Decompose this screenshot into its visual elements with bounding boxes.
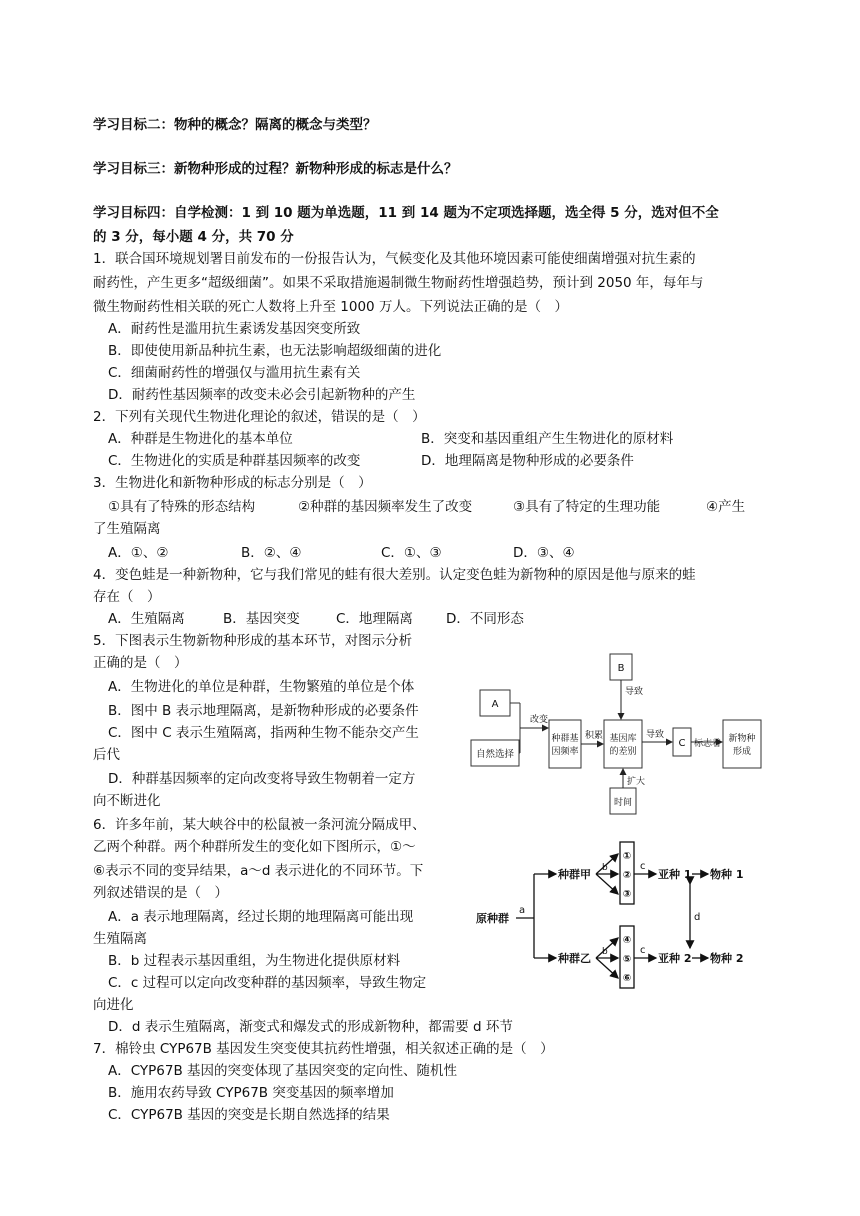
learning-goal-2: 学习目标二：物种的概念？隔离的概念与类型？ [93, 117, 377, 133]
q6-stem-line1: 6．许多年前，某大峡谷中的松鼠被一条河流分隔成甲、 [93, 817, 426, 833]
q3-option-b: B．②、④ [241, 545, 302, 561]
q3-option-a: A．①、② [108, 545, 169, 561]
label-change: 改变 [530, 715, 549, 725]
q4-option-b: B．基因突变 [223, 611, 300, 627]
q1-option-c: C．细菌耐药性的增强仅与滥用抗生素有关 [108, 365, 361, 381]
q2-option-a: A．种群是生物进化的基本单位 [108, 431, 293, 447]
label-d: d [694, 912, 701, 923]
q5-option-c-line2: 后代 [93, 747, 120, 763]
label-gene-pool-1: 基因库 [609, 734, 637, 744]
q7-option-a: A．CYP67B 基因的突变体现了基因突变的定向性、随机性 [108, 1063, 458, 1079]
learning-goal-4-line1: 学习目标四：自学检测：1 到 10 题为单选题，11 到 14 题为不定项选择题，选全得 5 分，选对但不全 [93, 205, 719, 221]
q5-option-d-line2: 向不断进化 [93, 793, 161, 809]
learning-goal-4-line2: 的 3 分，每小题 4 分，共 70 分 [93, 229, 294, 245]
label-lead-top: 导致 [625, 687, 644, 697]
q6-option-a-line2: 生殖隔离 [93, 931, 147, 947]
q1-stem-line3: 微生物耐药性相关联的死亡人数将上升至 1000 万人。下列说法正确的是（ ） [93, 299, 568, 315]
label-variation-6: ⑥ [622, 973, 632, 984]
q1-stem-line2: 耐药性，产生更多“超级细菌”。如果不采取措施遏制微生物耐药性增强趋势，预计到 2050 年，每年与 [93, 275, 704, 291]
box-new-species [723, 720, 761, 768]
q4-option-a: A．生殖隔离 [108, 611, 185, 627]
label-b-top: b [602, 863, 608, 873]
q3-item-4: ④产生 [706, 499, 746, 515]
q4-stem-line1: 4．变色蛙是一种新物种，它与我们常见的蛙有很大差别。认定变色蛙为新物种的原因是他与原来的蛙 [93, 567, 696, 583]
q6-option-a-line1: A．a 表示地理隔离，经过长期的地理隔离可能出现 [108, 909, 414, 925]
q6-option-c-line2: 向进化 [93, 997, 134, 1013]
q1-option-a: A．耐药性是滥用抗生素诱发基因突变所致 [108, 321, 361, 337]
label-origin-population: 原种群 [476, 912, 509, 925]
label-b-bottom: b [602, 947, 608, 957]
q6-option-b: B．b 过程表示基因重组，为生物进化提供原材料 [108, 953, 401, 969]
q6-squirrel-population-diagram [474, 832, 774, 992]
q3-item-4-cont: 了生殖隔离 [93, 521, 161, 537]
q3-option-d: D．③、④ [513, 545, 575, 561]
box-gene-pool-difference [604, 720, 642, 768]
label-gene-freq-2: 因频率 [551, 747, 579, 757]
label-c: C [678, 738, 686, 749]
q3-item-3: ③具有了特定的生理功能 [513, 499, 661, 515]
q2-option-c: C．生物进化的实质是种群基因频率的改变 [108, 453, 361, 469]
q5-option-b: B．图中 B 表示地理隔离，是新物种形成的必要条件 [108, 703, 419, 719]
label-accumulate: 积累 [585, 731, 604, 741]
q6-stem-line2: 乙两个种群。两个种群所发生的变化如下图所示，①～ [93, 839, 416, 855]
q3-item-2: ②种群的基因频率发生了改变 [298, 499, 473, 515]
q2-stem: 2．下列有关现代生物进化理论的叙述，错误的是（ ） [93, 409, 426, 425]
q3-item-1: ①具有了特殊的形态结构 [108, 499, 256, 515]
label-time: 时间 [613, 798, 633, 808]
box-gene-frequency [549, 720, 581, 768]
q7-option-c: C．CYP67B 基因的突变是长期自然选择的结果 [108, 1107, 390, 1123]
learning-goal-3: 学习目标三：新物种形成的过程？新物种形成的标志是什么？ [93, 161, 458, 177]
q5-option-a: A．生物进化的单位是种群，生物繁殖的单位是个体 [108, 679, 415, 695]
q3-stem: 3．生物进化和新物种形成的标志分别是（ ） [93, 475, 372, 491]
q6-stem-line3: ⑥表示不同的变异结果，a～d 表示进化的不同环节。下 [93, 863, 424, 879]
label-new-species-2: 形成 [732, 747, 752, 757]
q6-option-d: D．d 表示生殖隔离，渐变式和爆发式的形成新物种，都需要 d 环节 [108, 1019, 513, 1035]
label-variation-3: ③ [622, 889, 632, 900]
label-species-1: 物种 1 [710, 868, 744, 881]
q1-stem-line1: 1．联合国环境规划署目前发布的一份报告认为，气候变化及其他环境因素可能使细菌增强对抗生素的 [93, 251, 696, 267]
q4-option-d: D．不同形态 [446, 611, 524, 627]
q2-option-d: D．地理隔离是物种形成的必要条件 [421, 453, 634, 469]
label-marker: 标志着 [694, 739, 722, 749]
q2-option-b: B．突变和基因重组产生生物进化的原材料 [421, 431, 674, 447]
q4-stem-line2: 存在（ ） [93, 589, 161, 605]
label-b: B [617, 663, 625, 674]
q3-option-c: C．①、③ [381, 545, 442, 561]
label-a: a [519, 905, 526, 916]
label-gene-pool-2: 的差别 [609, 747, 637, 757]
q5-species-formation-diagram [468, 648, 778, 820]
q5-option-d-line1: D．种群基因频率的定向改变将导致生物朝着一定方 [108, 771, 416, 787]
q7-stem: 7．棉铃虫 CYP67B 基因发生突变使其抗药性增强，相关叙述正确的是（ ） [93, 1041, 554, 1057]
q7-option-b: B．施用农药导致 CYP67B 突变基因的频率增加 [108, 1085, 394, 1101]
label-variation-5: ⑤ [622, 954, 632, 965]
label-expand: 扩大 [627, 777, 646, 787]
label-variation-1: ① [622, 851, 632, 862]
label-a: A [491, 699, 499, 710]
label-subspecies-1: 亚种 1 [658, 868, 692, 881]
label-species-2: 物种 2 [710, 952, 744, 965]
label-gene-freq-1: 种群基 [551, 734, 579, 744]
q5-option-c-line1: C．图中 C 表示生殖隔离，指两种生物不能杂交产生 [108, 725, 419, 741]
label-subspecies-2: 亚种 2 [658, 952, 692, 965]
q6-option-c-line1: C．c 过程可以定向改变种群的基因频率，导致生物定 [108, 975, 427, 991]
label-lead-right: 导致 [646, 730, 665, 740]
label-population-jia: 种群甲 [558, 868, 591, 881]
label-variation-2: ② [622, 870, 632, 881]
label-c-top: c [640, 861, 646, 872]
q5-stem-line1: 5．下图表示生物新物种形成的基本环节，对图示分析 [93, 633, 413, 649]
q5-stem-line2: 正确的是（ ） [93, 655, 188, 671]
q6-stem-line4: 列叙述错误的是（ ） [93, 885, 228, 901]
label-natural-selection: 自然选择 [475, 749, 515, 760]
q1-option-d: D．耐药性基因频率的改变未必会引起新物种的产生 [108, 387, 416, 403]
label-population-yi: 种群乙 [558, 952, 591, 965]
label-variation-4: ④ [622, 935, 632, 946]
q1-option-b: B．即使使用新品种抗生素，也无法影响超级细菌的进化 [108, 343, 442, 359]
q4-option-c: C．地理隔离 [336, 611, 413, 627]
label-c-bottom: c [640, 945, 646, 956]
label-new-species-1: 新物种 [728, 734, 756, 744]
